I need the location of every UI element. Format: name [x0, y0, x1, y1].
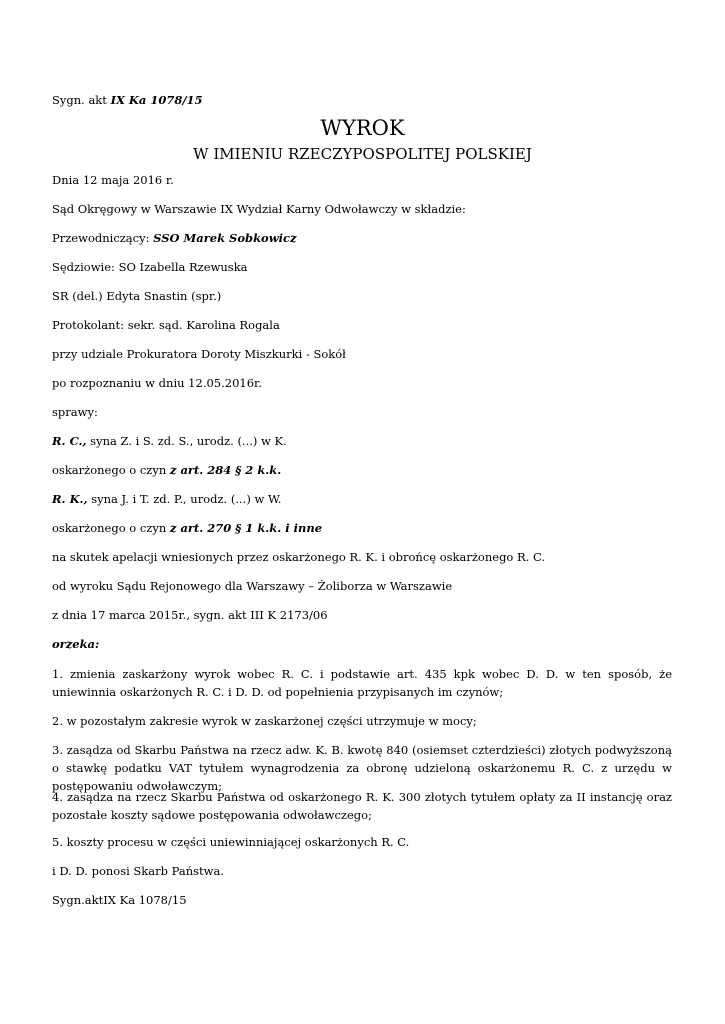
court-composition: Sąd Okręgowy w Warszawie IX Wydział Karny Odwoławczy w składzie:	[52, 202, 466, 216]
lower-court-judgment: od wyroku Sądu Rejonowego dla Warszawy – Żoliborza w Warszawie	[52, 579, 453, 593]
appeal-info: na skutek apelacji wniesionych przez oskarżonego R. K. i obrońcę oskarżonego R. C.	[52, 550, 546, 564]
defendant-2-charge-prefix: oskarżonego o czyn	[52, 521, 170, 535]
ruling-1: 1. zmienia zaskarżony wyrok wobec R. C. i podstawie art. 435 kpk wobec D. D. w ten sposób, że uniewinnia oskarżonych R. C. i D. D. od popełnienia przypisanych im czynów;	[52, 667, 672, 699]
defendant-1	[52, 434, 287, 448]
defendant-2-name: R. K.,	[52, 492, 88, 506]
defendant-2-charge-article: z art. 270 § 1 k.k. i inne	[169, 521, 323, 535]
defendant-1-charge	[52, 463, 281, 477]
presiding-name: SSO Marek Sobkowicz	[153, 231, 297, 245]
case-reference-number: IX Ka 1078/15	[110, 93, 203, 107]
document-title: WYROK	[320, 116, 405, 140]
case-reference	[52, 93, 203, 107]
footer-case-reference: Sygn.aktIX Ka 1078/15	[52, 893, 187, 907]
judges-line-2: SR (del.) Edyta Snastin (spr.)	[52, 289, 222, 303]
defendant-2-details: syna J. i T. zd. P., urodz. (...) w W.	[87, 492, 282, 506]
court-clerk: Protokolant: sekr. sąd. Karolina Rogala	[52, 318, 280, 332]
case-reference-prefix: Sygn. akt	[52, 93, 111, 107]
document-subtitle: W IMIENIU RZECZYPOSPOLITEJ POLSKIEJ	[193, 145, 532, 163]
defendant-2	[52, 492, 281, 506]
judges-line-1: Sędziowie: SO Izabella Rzewuska	[52, 260, 248, 274]
ruling-4: 4. zasądza na rzecz Skarbu Państwa od oskarżonego R. K. 300 złotych tytułem opłaty za II instancję oraz pozostałe koszty sądowe postępowania odwoławczego;	[52, 790, 672, 822]
defendant-1-charge-prefix: oskarżonego o czyn	[52, 463, 170, 477]
ruling-5-continuation: i D. D. ponosi Skarb Państwa.	[52, 864, 225, 878]
defendant-1-details: syna Z. i S. zd. S., urodz. (...) w K.	[86, 434, 287, 448]
ruling-2: 2. w pozostałym zakresie wyrok w zaskarżonej części utrzymuje w mocy;	[52, 714, 477, 728]
defendant-1-charge-article: z art. 284 § 2 k.k.	[169, 463, 282, 477]
judgment-date: Dnia 12 maja 2016 r.	[52, 173, 174, 187]
hearing-date: po rozpoznaniu w dniu 12.05.2016r.	[52, 376, 262, 390]
ruling-3: 3. zasądza od Skarbu Państwa na rzecz adw. K. B. kwotę 840 (osiemset czterdzieści) złotych podwyższoną o stawkę podatku VAT tytułem wynagrodzenia za obronę udzieloną oskarżonemu R. C. z urzędu w postępowaniu odwoławczym;	[52, 743, 672, 793]
presiding-judge	[52, 231, 297, 245]
case-label: sprawy:	[52, 405, 98, 419]
presiding-label: Przewodniczący:	[52, 231, 154, 245]
prosecutor: przy udziale Prokuratora Doroty Miszkurki - Sokół	[52, 347, 346, 361]
lower-court-judgment-date: z dnia 17 marca 2015r., sygn. akt III K 2173/06	[52, 608, 328, 622]
defendant-2-charge	[52, 521, 322, 535]
defendant-1-name: R. C.,	[52, 434, 87, 448]
ruling-5: 5. koszty procesu w części uniewinniającej oskarżonych R. C.	[52, 835, 410, 849]
rules-label: orzeka:	[52, 637, 100, 651]
